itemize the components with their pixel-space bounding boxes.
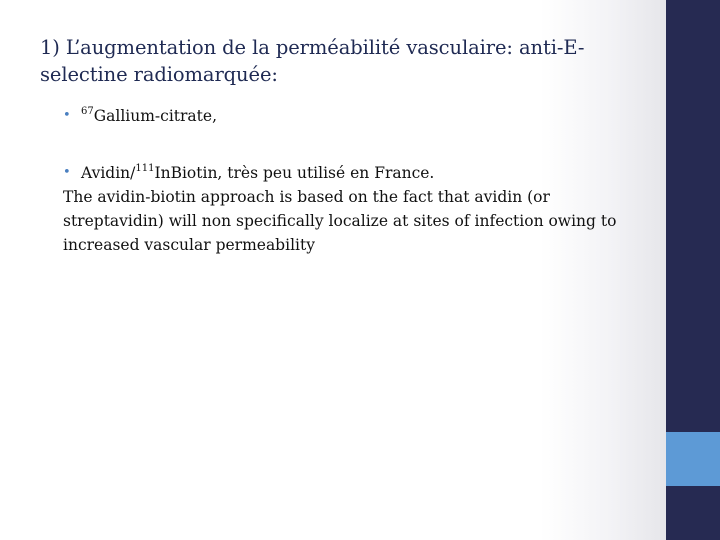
- bullet-icon: •: [63, 108, 71, 123]
- isotope-superscript: 111: [135, 162, 155, 174]
- isotope-superscript: 67: [81, 105, 94, 117]
- explanation-paragraph: The avidin-biotin approach is based on the fact that avidin (or streptavidin) will non specifically localize at sites of infection owing to increased vascular permeability: [63, 188, 617, 254]
- bullet-prefix: Avidin/: [81, 164, 136, 182]
- bullet-item-gallium: [63, 104, 623, 128]
- slide-title: 1) L’augmentation de la perméabilité vasculaire: anti-E-selectine radiomarquée:: [40, 36, 585, 86]
- slide-content: [63, 104, 623, 257]
- bullet-text: InBiotin, très peu utilisé en France.: [154, 164, 435, 182]
- bullet-text: Gallium-citrate,: [93, 107, 217, 125]
- bullet-item-avidin: [63, 161, 623, 185]
- spacer: [63, 128, 623, 161]
- sidebar-accent-block: [666, 432, 720, 486]
- bullet-icon: •: [63, 165, 71, 180]
